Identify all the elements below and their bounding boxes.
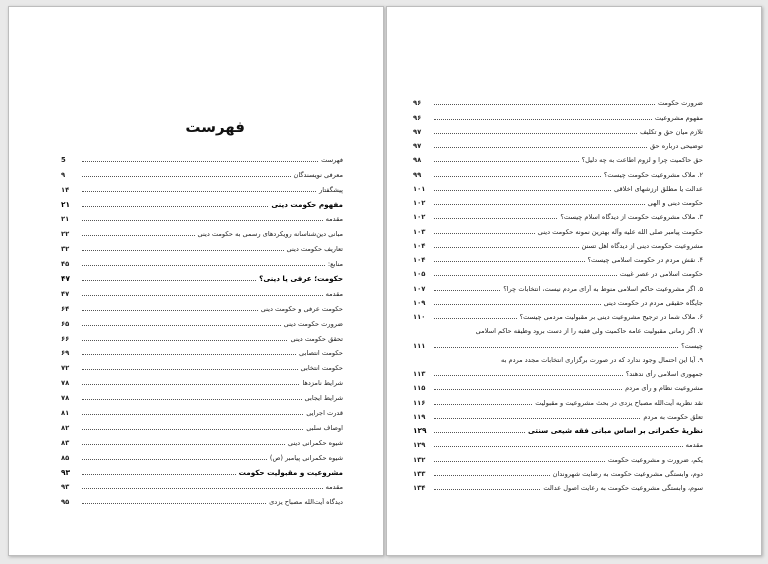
- toc-entry-title: ۲. ملاک مشروعیت حکومت چیست؟: [603, 170, 703, 179]
- dot-leader: [82, 206, 268, 207]
- dot-leader: [82, 295, 323, 296]
- toc-entry-title: تعاریف حکومت دینی: [286, 245, 343, 254]
- dot-leader: [434, 247, 579, 248]
- toc-entry[interactable]: [61, 209, 343, 224]
- toc-entry-page-number: ۹۷: [413, 142, 422, 150]
- toc-entry-title: تحقق حکومت دینی: [290, 334, 343, 343]
- dot-leader: [82, 488, 323, 489]
- toc-entry-title: حکومت پیامبر صلی الله علیه وآله بهترین نمونه حکومت دینی: [537, 227, 703, 236]
- toc-entry-title: مقدمه: [685, 441, 703, 450]
- toc-entry-title: نظریهٔ حکمرانی بر اساس مبانی فقه شیعی سنتی: [528, 426, 703, 435]
- toc-entry-title: شرایط نامزدها: [302, 379, 343, 388]
- toc-entry-page-number: ۹۶: [413, 113, 422, 122]
- toc-list-right: [413, 93, 703, 492]
- dot-leader: [434, 418, 640, 419]
- toc-entry-page-number: ۲۱: [61, 199, 71, 209]
- dot-leader: [82, 176, 291, 177]
- toc-entry[interactable]: [61, 328, 343, 343]
- toc-entry[interactable]: [413, 335, 703, 349]
- dot-leader: [82, 369, 298, 370]
- toc-entry-title: حق حاکمیت چرا و لزوم اطاعت به چه دلیل؟: [581, 156, 703, 165]
- toc-entry[interactable]: [413, 164, 703, 178]
- toc-entry-title: عدالت یا مطلق ارزشهای اخلاقی: [614, 184, 703, 193]
- toc-entry-page-number: ۱۰۷: [413, 284, 426, 293]
- dot-leader: [82, 459, 267, 460]
- dot-leader: [82, 354, 296, 355]
- toc-entry-page-number: ۱۰۲: [413, 199, 426, 207]
- toc-entry-title: شرایط ایجابی: [304, 394, 343, 403]
- dot-leader: [434, 218, 557, 219]
- toc-entry-title: ۵. اگر مشروعیت حاکم اسلامی منوط به آرای مردم نیست، انتخابات چرا؟: [503, 284, 703, 293]
- toc-entry-page-number: ۱۲۹: [413, 426, 427, 435]
- toc-entry-title: اوصاف سلبی: [306, 423, 343, 432]
- dot-leader: [434, 318, 517, 319]
- toc-entry-page-number: ۱۲۹: [413, 441, 426, 450]
- toc-entry-title: چیست؟: [681, 341, 703, 350]
- toc-entry[interactable]: [413, 264, 703, 278]
- toc-entry[interactable]: [413, 207, 703, 221]
- right-page: [386, 6, 762, 556]
- toc-entry-title: دوم، وابستگی مشروعیت حکومت به رضایت شهروندان: [552, 469, 703, 478]
- toc-entry-page-number: ۹۶: [413, 99, 422, 108]
- toc-entry-page-number: ۴۵: [61, 260, 70, 269]
- toc-entry-page-number: ۱۳۳: [413, 469, 426, 478]
- toc-entry[interactable]: [61, 238, 343, 253]
- toc-entry-title: مشروعیت نظام و رأی مردم: [625, 384, 703, 393]
- left-page: [8, 6, 384, 556]
- dot-leader: [82, 265, 325, 266]
- toc-entry[interactable]: [61, 417, 343, 432]
- toc-entry-page-number: 5: [61, 155, 66, 164]
- toc-entry-title: حکومت انتخابی: [300, 364, 343, 373]
- toc-entry[interactable]: [61, 179, 343, 194]
- toc-entry-title: مبانی دین‌شناسانه رویکردهای رسمی به حکومت دینی: [197, 230, 343, 239]
- toc-entry[interactable]: [61, 357, 343, 372]
- toc-entry-page-number: ۱۰۴: [413, 241, 426, 250]
- toc-entry-page-number: ۶۹: [61, 349, 70, 358]
- toc-entry-title: تلازم میان حق و تکلیف: [639, 127, 703, 136]
- toc-entry[interactable]: [413, 378, 703, 392]
- toc-entry-page-number: ۹: [61, 170, 66, 179]
- toc-entry-page-number: ۴۷: [61, 289, 70, 298]
- toc-entry-title: دیدگاه آیت‌الله مصباح یزدی: [269, 498, 343, 507]
- toc-entry-title: مفهوم حکومت دینی: [271, 199, 343, 209]
- toc-entry-title: معرفی نویسندگان: [293, 170, 343, 179]
- toc-entry-title: جایگاه حقیقی مردم در حکومت دینی: [603, 298, 703, 307]
- toc-entry[interactable]: [413, 236, 703, 250]
- toc-entry-title: منابع:: [327, 260, 343, 269]
- dot-leader: [434, 147, 647, 148]
- toc-entry-title: قدرت اجرایی: [306, 409, 343, 418]
- toc-entry[interactable]: [61, 164, 343, 179]
- dot-leader: [434, 233, 535, 234]
- toc-entry[interactable]: [61, 491, 343, 506]
- dot-leader: [82, 161, 318, 162]
- toc-entry-title: حکومت اسلامی در عصر غیبت: [619, 270, 703, 279]
- toc-entry-title: حکومت دینی و الهی: [647, 199, 703, 207]
- toc-entry[interactable]: [413, 221, 703, 235]
- toc-entry-title: تعلق حکومت به مردم: [643, 412, 703, 421]
- toc-entry-page-number: ۹۳: [61, 483, 70, 492]
- toc-title: فهرست: [185, 118, 245, 136]
- toc-entry[interactable]: [413, 407, 703, 421]
- toc-entry-page-number: ۶۵: [61, 319, 70, 328]
- toc-entry-title: حکومت عرفی و حکومت دینی: [260, 304, 343, 313]
- toc-entry-page-number: ۸۱: [61, 409, 70, 418]
- toc-entry-title: نقد نظریه آیت‌الله مصباح یزدی در بحث مشروعیت و مقبولیت: [535, 398, 703, 407]
- toc-entry-page-number: ۸۲: [61, 423, 70, 432]
- toc-entry-title: ضرورت حکومت دینی: [283, 319, 343, 328]
- toc-list-left: [61, 149, 343, 506]
- dot-leader: [82, 384, 299, 385]
- toc-entry[interactable]: [413, 478, 703, 492]
- toc-entry-title: حکومت انتصابی: [299, 349, 343, 358]
- dot-leader: [82, 444, 285, 445]
- toc-entry-page-number: ۱۱۳: [413, 370, 426, 378]
- dot-leader: [434, 461, 605, 462]
- toc-entry-title: حکومت؛ عرفی یا دینی؟: [259, 274, 343, 284]
- dot-leader: [434, 104, 655, 105]
- toc-entry-title: ۶. ملاک شما در ترجیح مشروعیت دینی بر مقبولیت مردمی چیست؟: [519, 313, 703, 321]
- toc-entry-page-number: ۲۲: [61, 230, 70, 239]
- toc-entry-title: مقدمه: [325, 483, 343, 492]
- dot-leader: [434, 133, 637, 134]
- toc-entry[interactable]: [61, 462, 343, 477]
- toc-entry[interactable]: [413, 150, 703, 164]
- toc-entry[interactable]: [61, 447, 343, 462]
- toc-entry[interactable]: [413, 293, 703, 307]
- toc-entry-title: ۴. نقش مردم در حکومت اسلامی چیست؟: [587, 256, 703, 264]
- toc-entry-page-number: ۸۵: [61, 453, 70, 462]
- toc-entry[interactable]: [61, 149, 343, 164]
- dot-leader: [434, 475, 550, 476]
- toc-entry-page-number: ۹۵: [61, 498, 70, 507]
- toc-entry-page-number: ۱۰۱: [413, 184, 426, 193]
- toc-entry[interactable]: [61, 253, 343, 268]
- toc-entry-page-number: ۲۱: [61, 215, 70, 224]
- toc-entry[interactable]: [61, 298, 343, 313]
- dot-leader: [434, 432, 525, 433]
- toc-entry-page-number: ۴۷: [61, 274, 71, 284]
- toc-entry-page-number: ۱۰۳: [413, 227, 426, 236]
- toc-entry-title: شیوه حکمرانی دینی: [287, 438, 343, 447]
- toc-entry[interactable]: [413, 122, 703, 136]
- toc-entry[interactable]: [413, 250, 703, 264]
- toc-entry-page-number: ۱۰۹: [413, 298, 426, 307]
- toc-entry[interactable]: [413, 435, 703, 449]
- dot-leader: [434, 489, 540, 490]
- toc-entry-title: سوم، وابستگی مشروعیت حکومت به رعایت اصول عدالت: [543, 484, 703, 492]
- toc-entry-page-number: ۹۷: [413, 127, 422, 136]
- toc-entry-title: شیوه حکمرانی پیامبر (ص): [269, 453, 343, 462]
- toc-entry[interactable]: [413, 392, 703, 406]
- dot-leader: [434, 290, 500, 291]
- toc-entry-page-number: ۱۳۴: [413, 484, 426, 492]
- dot-leader: [434, 119, 652, 120]
- toc-entry[interactable]: [413, 107, 703, 121]
- toc-entry[interactable]: [413, 449, 703, 463]
- dot-leader: [434, 261, 585, 262]
- toc-entry-page-number: ۶۶: [61, 334, 70, 343]
- toc-entry-title: مشروعیت حکومت دینی از دیدگاه اهل تسنن: [581, 241, 703, 250]
- dot-leader: [82, 325, 281, 326]
- dot-leader: [434, 446, 683, 447]
- dot-leader: [82, 310, 258, 311]
- toc-entry-title: جمهوری اسلامی رأی ندهند؟: [625, 370, 703, 378]
- toc-entry[interactable]: [413, 364, 703, 378]
- dot-leader: [82, 503, 266, 504]
- toc-entry[interactable]: [413, 193, 703, 207]
- dot-leader: [82, 191, 316, 192]
- toc-entry[interactable]: [413, 179, 703, 193]
- dot-leader: [434, 275, 617, 276]
- toc-entry[interactable]: [61, 387, 343, 402]
- toc-entry[interactable]: [413, 350, 703, 364]
- toc-entry-page-number: ۹۳: [61, 467, 71, 477]
- dot-leader: [434, 204, 645, 205]
- toc-entry-page-number: ۱۱۵: [413, 384, 426, 393]
- toc-entry-title: توضیحی درباره حق: [650, 142, 703, 150]
- toc-entry[interactable]: [413, 93, 703, 107]
- toc-entry[interactable]: [413, 307, 703, 321]
- toc-entry-title: مشروعیت و مقبولیت حکومت: [238, 467, 343, 477]
- dot-leader: [434, 161, 579, 162]
- toc-entry-page-number: ۶۴: [61, 304, 70, 313]
- toc-entry-page-number: ۱۱۹: [413, 412, 426, 421]
- dot-leader: [434, 304, 601, 305]
- dot-leader: [434, 404, 532, 405]
- toc-entry-page-number: ۳۲: [61, 245, 70, 254]
- toc-entry-page-number: ۱۱۱: [413, 341, 426, 350]
- toc-entry-page-number: ۱۱۶: [413, 398, 426, 407]
- toc-entry-page-number: ۱۱۰: [413, 313, 426, 321]
- toc-entry-page-number: ۱۰۲: [413, 213, 426, 222]
- toc-entry-title: ۹. آیا این احتمال وجود ندارد که در صورت برگزاری انتخابات مجدد مردم به: [501, 355, 703, 364]
- dot-leader: [82, 250, 284, 251]
- toc-entry[interactable]: [61, 194, 343, 209]
- toc-entry[interactable]: [413, 464, 703, 478]
- toc-entry[interactable]: [61, 432, 343, 447]
- toc-entry[interactable]: [61, 268, 343, 283]
- toc-entry[interactable]: [61, 402, 343, 417]
- dot-leader: [434, 389, 622, 390]
- toc-entry-title: فهرست: [321, 155, 343, 164]
- dot-leader: [82, 429, 303, 430]
- toc-entry-title: مفهوم مشروعیت: [654, 113, 703, 122]
- toc-entry-page-number: ۹۸: [413, 156, 422, 165]
- toc-entry[interactable]: [413, 421, 703, 435]
- toc-entry[interactable]: [413, 136, 703, 150]
- toc-entry[interactable]: [61, 223, 343, 238]
- dot-leader: [434, 190, 611, 191]
- toc-entry-page-number: ۷۲: [61, 364, 70, 373]
- toc-entry-page-number: ۱۳۲: [413, 455, 426, 464]
- dot-leader: [82, 220, 323, 221]
- dot-leader: [434, 176, 601, 177]
- toc-entry[interactable]: [413, 278, 703, 292]
- dot-leader: [82, 474, 236, 475]
- toc-entry-page-number: ۸۳: [61, 438, 70, 447]
- toc-entry-title: پیشگفتار: [319, 185, 343, 194]
- toc-entry-page-number: ۷۸: [61, 379, 70, 388]
- toc-entry-title: یکم، ضرورت و مشروعیت حکومت: [607, 455, 703, 464]
- toc-entry[interactable]: [413, 321, 703, 335]
- toc-entry[interactable]: [61, 313, 343, 328]
- toc-entry-title: مقدمه: [325, 289, 343, 298]
- toc-entry-title: ۷. اگر زمانی مقبولیت عامه حاکمیت ولی فقیه را از دست برود وظیفه حاکم اسلامی: [475, 327, 703, 336]
- toc-entry-page-number: ۱۰۴: [413, 256, 426, 264]
- toc-entry-page-number: ۷۸: [61, 394, 70, 403]
- dot-leader: [82, 280, 256, 281]
- toc-entry[interactable]: [61, 283, 343, 298]
- dot-leader: [82, 235, 195, 236]
- toc-entry-title: مقدمه: [325, 215, 343, 224]
- toc-entry-page-number: ۱۰۵: [413, 270, 426, 279]
- dot-leader: [434, 347, 678, 348]
- toc-entry-page-number: ۹۹: [413, 170, 422, 179]
- toc-entry[interactable]: [61, 477, 343, 492]
- dot-leader: [434, 375, 623, 376]
- dot-leader: [82, 414, 303, 415]
- toc-entry-title: ۳. ملاک مشروعیت حکومت از دیدگاه اسلام چیست؟: [560, 213, 703, 222]
- toc-entry-title: ضرورت حکومت: [657, 99, 703, 108]
- dot-leader: [82, 399, 302, 400]
- toc-entry[interactable]: [61, 343, 343, 358]
- dot-leader: [82, 340, 287, 341]
- toc-entry[interactable]: [61, 372, 343, 387]
- toc-entry-page-number: ۱۴: [61, 185, 70, 194]
